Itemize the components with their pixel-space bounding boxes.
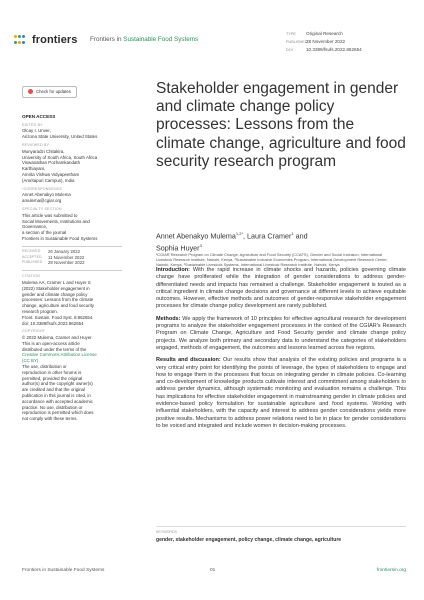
correspondence: Annet Abenakyo Mulema amulema@cgiar.org <box>22 192 134 204</box>
correspondence-label: *CORRESPONDENCE <box>22 186 63 191</box>
divider <box>22 270 122 271</box>
frontiers-logo <box>14 34 78 46</box>
frontiers-logo-icon <box>14 35 28 45</box>
keywords <box>156 530 406 543</box>
reviewers: Munyaradzi Chitakira, University of South Africa, South Africa Viswanathan Pozhamkandath Karthiayani, Amrita Vishwa Vidyapeetham (Amritapuri Campus), India <box>22 148 98 183</box>
citation-label: CITATION <box>22 274 40 279</box>
affiliations: ¹CGIAR Research Program on Climate Change, Agriculture and Food Security (CCAFS), Gender and Social Inclusion, International Livestock Research Institute, Nairobi, Kenya, ²Sustainable Inclusive Economies Program, International Development Research Center, Nairobi, Kenya, ³Sustainable Livestock Systems, International Livestock Research Institute, Nairobi, Kenya <box>156 252 388 268</box>
journal-prefix: Frontiers in <box>90 36 122 43</box>
reviewed-by-label: REVIEWED BY <box>22 142 50 147</box>
update-check-icon <box>28 89 33 94</box>
brand-name: frontiers <box>32 34 78 46</box>
open-access-label: OPEN ACCESS <box>22 113 56 119</box>
date-received: RECEIVED 26 January 2022 <box>22 248 81 254</box>
abstract-methods: Methods: We apply the framework of 10 principles for effective agricultural research for development programs to analyze the stakeholder engagement processes in the context of the CGIAR's Research Program on Climate Change, Agriculture and Food Security gender and climate change policy projects. We analyze both primary and secondary data to understand the categories of stakeholders engaged, methods of engagement, the outcomes and lessons learned across five regions. <box>156 315 406 351</box>
meta-published: PUBLISHED28 November 2022 <box>286 39 346 44</box>
keywords-list: gender, stakeholder engagement, policy change, climate change, agriculture <box>156 537 342 543</box>
specialty-label: SPECIALTY SECTION <box>22 206 62 211</box>
abstract-results: Results and discussion: Our results show that analysis of the existing policies and programs is a very critical entry point for identifying the points of leverage, the types of stakeholders to engage and how to engage them in the processes that focus on integrating gender in climate policies. Co-learning and co-development of knowledge products cultivate interest and commitment among stakeholders to address gender dynamics, although systematic monitoring and evaluation remains a challenge. This has implications for effective stakeholder engagement in mainstreaming gender in climate policies and evidence-based policy formulation for sustainable agriculture and food systems. Working with influential stakeholders, with the capacity and interest to address gender considerations yields more positive results. Mechanisms to address power relations need to be in place for gender considerations to be voiced and integrated and include women in decision-making processes. <box>156 357 407 429</box>
journal-name[interactable] <box>90 36 198 43</box>
article-title: Stakeholder engagement in gender and climate change policy processes: Lessons from the climate change, agriculture and food security research program <box>156 80 406 170</box>
divider <box>156 526 406 527</box>
keywords-label: KEYWORDS <box>156 530 177 534</box>
footer-journal: Frontiers in Sustainable Food Systems <box>22 568 105 573</box>
edited-by-label: EDITED BY <box>22 122 43 127</box>
specialty-section: This article was submitted to Social Movements, Institutions and Governance, a section of the journal Frontiers in Sustainable Food Systems <box>22 212 98 241</box>
citation: Mulema AA, Cramer L and Huyer S (2022) Stakeholder engagement in gender and climate change policy processes: Lessons from the climate change, agriculture and food security research program. Front. Sustain. Food Syst. 6:862654. doi: 10.3389/fsufs.2022.862654 <box>22 279 95 326</box>
editor: Olcay I. Unver, Arizona State University, United States <box>22 128 98 140</box>
meta-doi[interactable]: DOI 10.3389/fsufs.2022.862654 <box>286 47 362 52</box>
divider <box>22 246 122 247</box>
abstract <box>156 267 406 435</box>
journal-title: Sustainable Food Systems <box>123 36 199 43</box>
sidebar <box>22 86 134 422</box>
correspondence-email[interactable]: amulema@cgiar.org <box>22 198 62 204</box>
meta-type: TYPE Original Research <box>286 31 343 36</box>
article-meta <box>286 30 362 54</box>
author-huyer[interactable]: Sophia Huyer <box>156 243 200 253</box>
author-mulema[interactable]: Annet Abenakyo Mulema <box>156 231 236 241</box>
page-number: 01 <box>210 568 216 573</box>
license-link-short[interactable]: (CC BY). <box>22 358 40 364</box>
authors: Annet Abenakyo Mulema$^{1,2*}$, Laura Cramer$^1$ and Sophia Huyer$^3$ <box>156 231 308 253</box>
author-cramer[interactable]: , Laura Cramer <box>243 231 292 241</box>
footer-site-link[interactable]: frontiersin.org <box>376 568 406 573</box>
copyright-label: COPYRIGHT <box>22 329 46 334</box>
check-updates-button[interactable]: Check for updates <box>22 86 77 98</box>
copyright: © 2022 Mulema, Cramer and Huyer. This is an open-access article distributed under the terms of the Creative Commons Attribution License (CC BY). The use, distribution or reproduction in other forums is permitted, provided the original author(s) and the copyright owner(s) are credited and that the original publication in this journal is cited, in accordance with accepted academic practice. No use, distribution or reproduction is permitted which does not comply with these terms. <box>22 335 134 422</box>
date-published: PUBLISHED 28 November 2022 <box>22 260 85 266</box>
abstract-introduction: Introduction: With the rapid increase in climate shocks and hazards, policies governing climate change have proliferated while the integration of gender considerations to address gender-differentiated needs and impacts has remained a challenge. Stakeholder engagement is touted as a critical ingredient in climate change decisions and governance at different levels to achieve equitable outcomes. However, effective methods and outcomes of gender-responsive stakeholder engagement processes for climate change policy development are rarely published. <box>156 267 406 310</box>
license-link[interactable]: Creative Commons Attribution License <box>22 352 97 358</box>
date-accepted: ACCEPTED 11 November 2022 <box>22 254 85 260</box>
